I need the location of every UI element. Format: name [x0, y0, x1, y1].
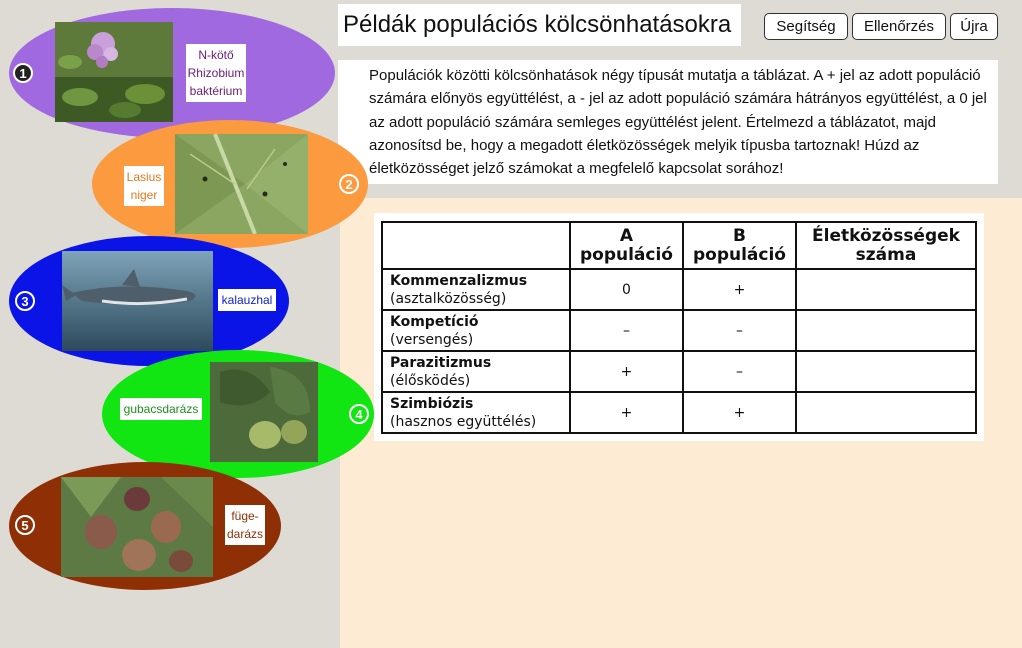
reset-button[interactable]: Újra — [950, 13, 998, 40]
header-community-number: Életközösségek száma — [796, 222, 976, 269]
card-number-5: 5 — [15, 515, 35, 535]
table-row — [382, 392, 976, 433]
card-number-4: 4 — [349, 404, 369, 424]
relation-table-container — [374, 213, 984, 441]
table-row — [382, 351, 976, 392]
oak-gall-photo — [210, 362, 318, 462]
drop-zone-symbiosis[interactable] — [796, 392, 976, 433]
drop-zone-parasitism[interactable] — [796, 351, 976, 392]
card-number-3: 3 — [15, 291, 35, 311]
shark-photo — [62, 251, 213, 351]
card-label-gallwasp: gubacsdarázs — [120, 398, 202, 420]
card-label-pilotfish: kalauzhal — [218, 289, 276, 311]
population-b-sign: + — [683, 392, 796, 433]
drop-zone-competition[interactable] — [796, 310, 976, 351]
fig-fruit-photo — [61, 477, 213, 577]
drop-zone-commensalism[interactable] — [796, 269, 976, 310]
population-b-sign: – — [683, 351, 796, 392]
card-number-2: 2 — [339, 174, 359, 194]
instructions-text: Populációk közötti kölcsönhatások négy típusát mutatja a táblázat. A + jel az adott populáció számára előnyös együttélést, a - jel az adott populáció számára hátrányos együttélést, a 0 jel az adott populáció számára semleges együttélést jelent. Értelmezd a táblázatot, majd azonosítsd be, hogy a megadott életközösségek melyik típusba tartoznak! Húzd az életközösséget jelző számokat a megfelelő kapcsolat sorához! — [338, 60, 998, 184]
population-a-sign: + — [570, 392, 683, 433]
table-row — [382, 310, 976, 351]
population-b-sign: + — [683, 269, 796, 310]
table-header-row — [382, 222, 976, 269]
relation-name: Kommenzalizmus (asztalközösség) — [382, 269, 570, 310]
check-button[interactable]: Ellenőrzés — [852, 13, 946, 40]
help-button[interactable]: Segítség — [764, 13, 848, 40]
relation-name: Kompetíció (versengés) — [382, 310, 570, 351]
population-a-sign: 0 — [570, 269, 683, 310]
clover-flower-photo — [55, 22, 173, 122]
header-population-b: B populáció — [683, 222, 796, 269]
relation-name: Szimbiózis (hasznos együttélés) — [382, 392, 570, 433]
card-number-1: 1 — [13, 63, 33, 83]
page-title: Példák populációs kölcsönhatásokra — [338, 4, 741, 46]
card-label-rhizobium: N-kötő Rhizobium baktérium — [186, 44, 246, 102]
card-label-lasius: Lasius niger — [124, 166, 164, 206]
relation-table — [381, 221, 977, 434]
relation-name: Parazitizmus (élősködés) — [382, 351, 570, 392]
population-a-sign: + — [570, 351, 683, 392]
population-b-sign: – — [683, 310, 796, 351]
header-population-a: A populáció — [570, 222, 683, 269]
population-a-sign: – — [570, 310, 683, 351]
table-row — [382, 269, 976, 310]
ants-on-leaf-photo — [175, 134, 308, 234]
header-empty — [382, 222, 570, 269]
card-label-figwasp: füge- darázs — [225, 505, 265, 545]
